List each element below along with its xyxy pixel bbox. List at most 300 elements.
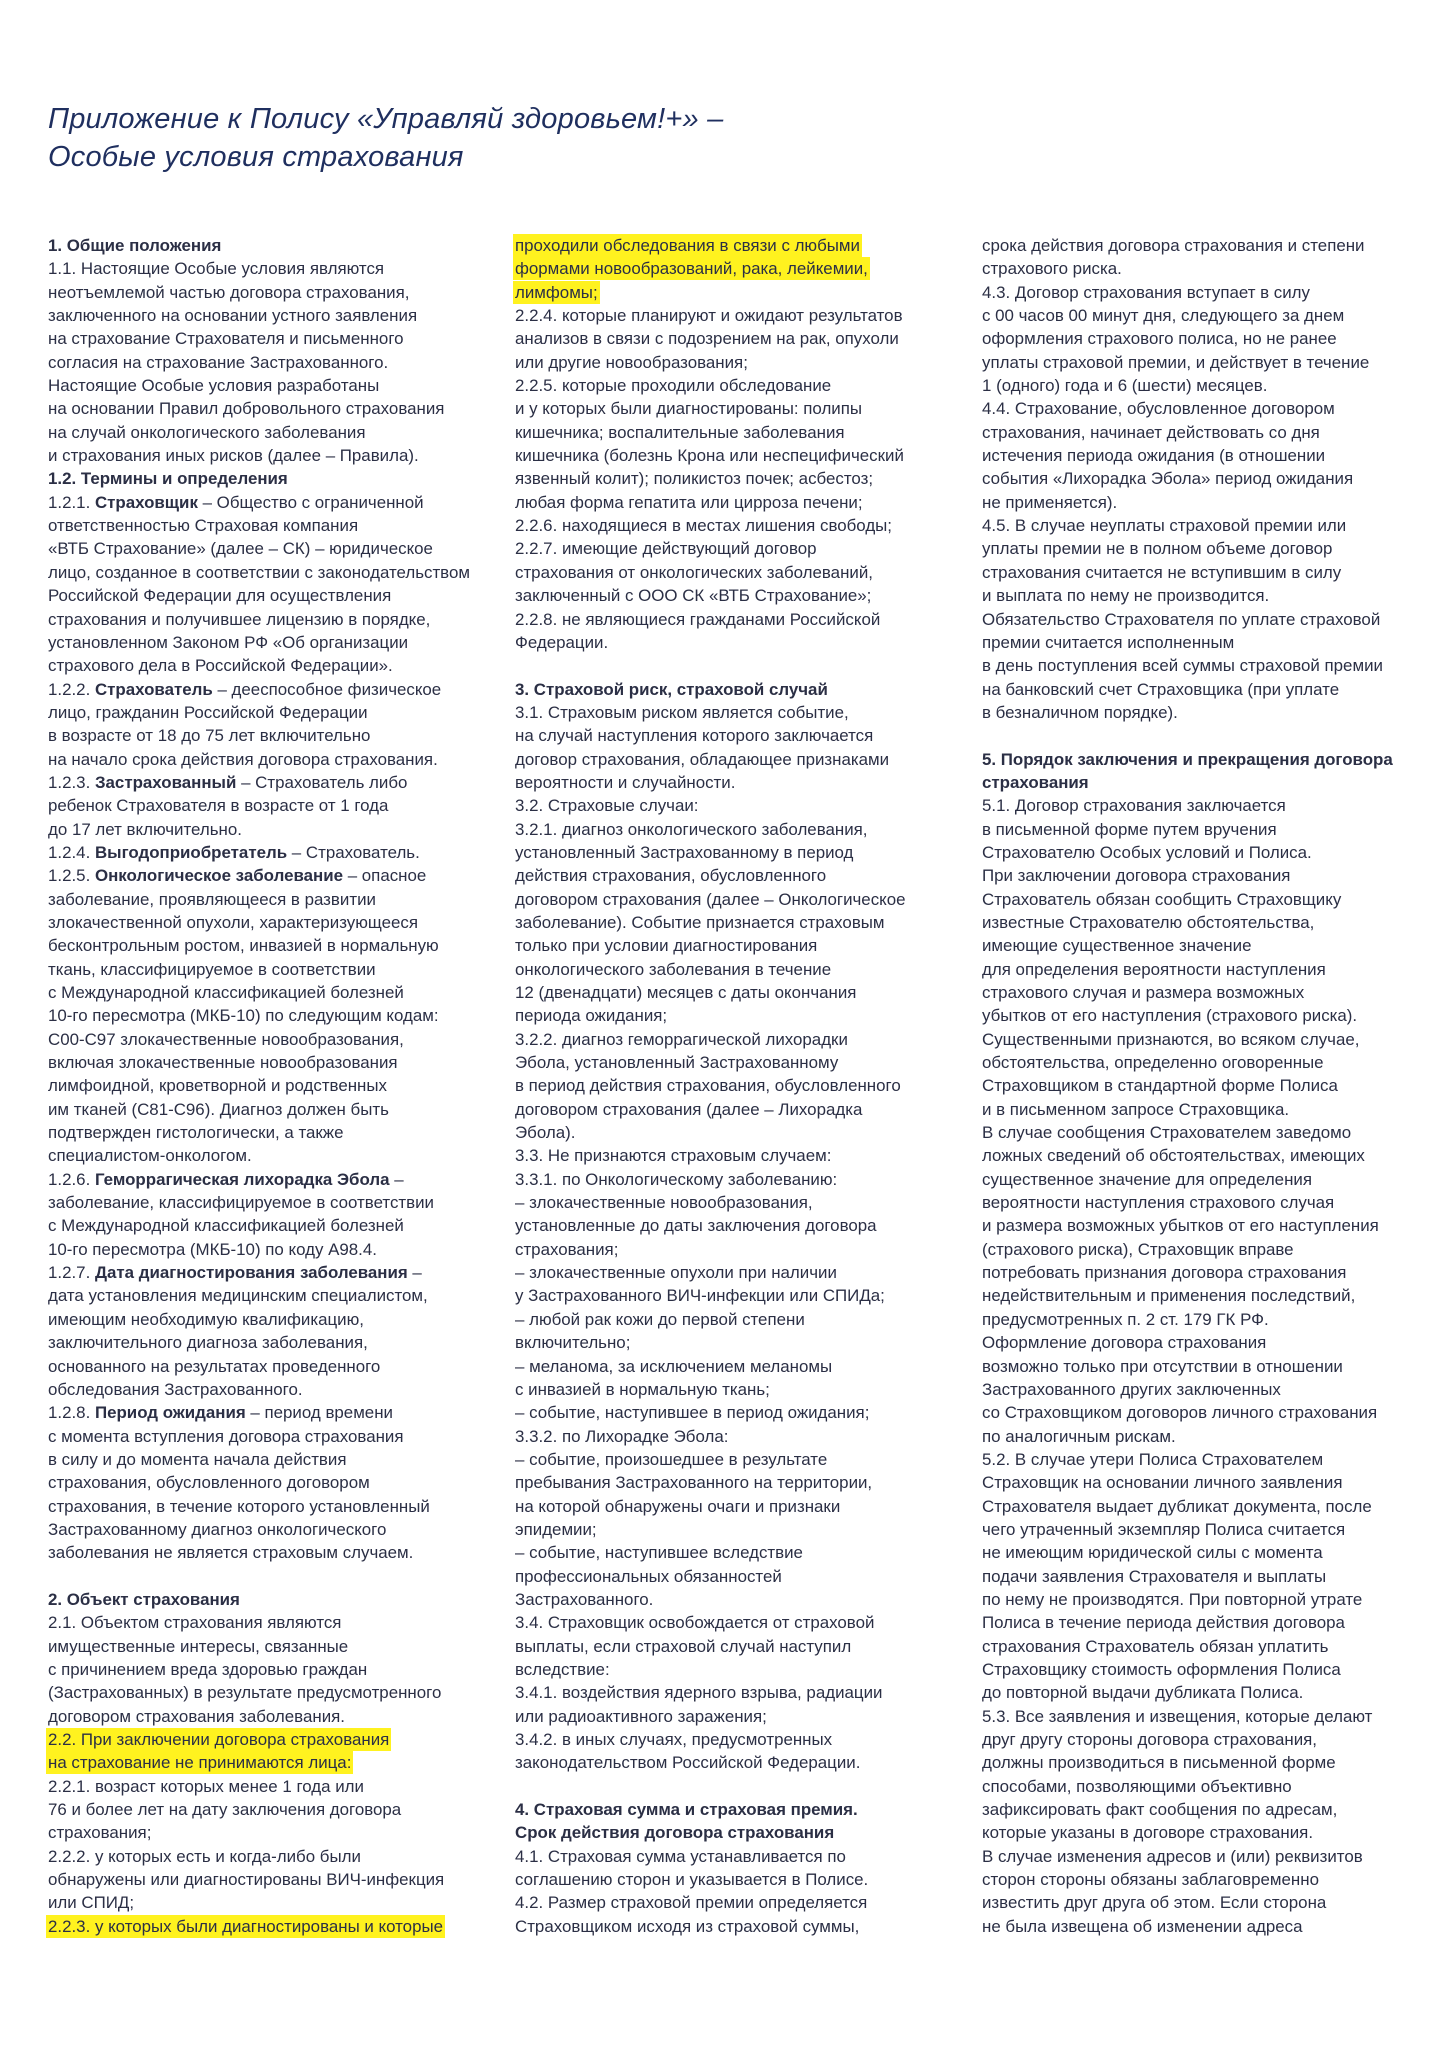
text-line xyxy=(515,1798,960,1821)
text-line xyxy=(515,1121,960,1144)
text-line xyxy=(515,794,960,817)
text-segment: с момента вступления договора страхования xyxy=(48,1426,404,1446)
text-line xyxy=(515,1004,960,1027)
text-line xyxy=(982,1868,1427,1891)
text-line xyxy=(982,958,1427,981)
bold-term: Срок действия договора страхования xyxy=(515,1823,835,1843)
text-line xyxy=(515,1238,960,1261)
text-segment: договором страхования заболевания. xyxy=(48,1706,345,1726)
text-segment: Существенными признаются, во всяком случае, xyxy=(982,1029,1360,1049)
text-segment: согласия на страхование Застрахованного. xyxy=(48,352,389,372)
text-segment: 3.2.1. диагноз онкологического заболевания, xyxy=(515,819,868,839)
text-line xyxy=(515,771,960,794)
text-line xyxy=(48,234,493,257)
text-segment: 76 и более лет на дату заключения договора xyxy=(48,1800,402,1820)
text-segment: анализов в связи с подозрением на рак, опухоли xyxy=(515,329,899,349)
text-line xyxy=(48,981,493,1004)
text-line xyxy=(515,1261,960,1284)
text-segment: заболевание). Событие признается страховым xyxy=(515,912,885,932)
text-segment: 1.2.1. xyxy=(48,492,95,512)
text-segment: выплаты, если страховой случай наступил xyxy=(515,1636,852,1656)
text-line xyxy=(48,888,493,911)
text-line xyxy=(48,1261,493,1284)
text-line xyxy=(982,234,1427,257)
text-line xyxy=(515,1541,960,1564)
text-segment: 1 (одного) года и 6 (шести) месяцев. xyxy=(982,376,1268,396)
text-segment: вероятности и случайности. xyxy=(515,772,736,792)
text-line xyxy=(982,1261,1427,1284)
text-line xyxy=(982,281,1427,304)
text-line xyxy=(982,1845,1427,1868)
text-segment: 3.4. Страховщик освобождается от страховой xyxy=(515,1613,875,1633)
text-segment: 4.2. Размер страховой премии определяется xyxy=(515,1893,868,1913)
text-line xyxy=(48,584,493,607)
text-segment: заболевание, проявляющееся в развитии xyxy=(48,889,376,909)
text-line xyxy=(982,1168,1427,1191)
text-segment: страхового случая и размера возможных xyxy=(982,983,1305,1002)
text-segment: договор страхования, обладающее признаками xyxy=(515,749,890,769)
text-segment: обследования Застрахованного. xyxy=(48,1379,303,1399)
text-segment: на случай наступления которого заключается xyxy=(515,726,874,746)
text-segment: 2.2.4. которые планируют и ожидают результатов xyxy=(515,306,903,326)
text-line xyxy=(982,1051,1427,1074)
text-segment: вероятности наступления страхового случая xyxy=(982,1193,1335,1213)
text-line xyxy=(48,701,493,724)
text-line xyxy=(515,561,960,584)
text-line xyxy=(515,304,960,327)
text-line xyxy=(982,1541,1427,1564)
text-line xyxy=(515,1214,960,1237)
text-line xyxy=(515,1845,960,1868)
text-segment: Настоящие Особые условия разработаны xyxy=(48,376,380,396)
text-line xyxy=(48,1425,493,1448)
text-segment: страхования от онкологических заболеваний, xyxy=(515,562,873,582)
bold-term: Онкологическое заболевание xyxy=(94,866,343,886)
text-line xyxy=(982,678,1427,701)
text-segment: (Застрахованных) в результате предусмотренного xyxy=(48,1683,442,1703)
bold-term: Страховщик xyxy=(94,492,198,512)
text-line xyxy=(48,911,493,934)
text-segment: недействительным и применения последствий, xyxy=(982,1286,1356,1306)
bold-term: 3. Страховой риск, страховой случай xyxy=(515,679,828,699)
text-segment: 1.2.2. xyxy=(48,679,95,699)
text-line xyxy=(515,678,960,701)
text-segment: не применяется). xyxy=(982,492,1118,512)
text-line xyxy=(515,1681,960,1704)
text-segment: события «Лихорадка Эбола» период ожидания xyxy=(982,469,1354,489)
text-line xyxy=(982,1028,1427,1051)
text-line xyxy=(48,1144,493,1167)
text-segment: с Международной классификацией болезней xyxy=(48,1216,404,1236)
text-segment: на случай онкологического заболевания xyxy=(48,422,366,442)
text-segment: до 17 лет включительно. xyxy=(48,819,242,839)
text-line xyxy=(515,911,960,934)
text-segment: на основании Правил добровольного страхования xyxy=(48,399,445,419)
text-segment: «ВТБ Страхование» (далее – СК) – юридическое xyxy=(48,539,433,559)
text-line xyxy=(982,1308,1427,1331)
text-segment: 3.4.1. воздействия ядерного взрыва, радиации xyxy=(515,1683,883,1703)
text-line xyxy=(48,1401,493,1424)
text-line xyxy=(48,1378,493,1401)
text-line xyxy=(515,467,960,490)
text-segment: – событие, наступившее в период ожидания; xyxy=(515,1403,870,1423)
text-segment: и у которых были диагностированы: полипы xyxy=(515,399,863,419)
text-segment: дата установления медицинским специалистом, xyxy=(48,1286,428,1306)
text-line xyxy=(48,1214,493,1237)
text-line xyxy=(48,864,493,887)
text-segment: не имеющим юридической силы с момента xyxy=(982,1543,1323,1563)
text-line xyxy=(982,1331,1427,1354)
text-column-middle xyxy=(515,234,960,1938)
text-segment: включая злокачественные новообразования xyxy=(48,1053,398,1073)
text-line xyxy=(515,1728,960,1751)
text-line xyxy=(515,1658,960,1681)
text-segment: – опасное xyxy=(343,866,427,886)
text-line xyxy=(982,1098,1427,1121)
text-line xyxy=(982,397,1427,420)
text-segment: Застрахованному диагноз онкологического xyxy=(48,1519,387,1539)
text-segment: 2.2.2. у которых есть и когда-либо были xyxy=(48,1846,361,1866)
text-segment: Российской Федерации для осуществления xyxy=(48,586,392,606)
text-line xyxy=(48,327,493,350)
text-line xyxy=(515,1635,960,1658)
text-line xyxy=(48,1751,493,1774)
text-line xyxy=(48,421,493,444)
text-segment: с 00 часов 00 минут дня, следующего за днем xyxy=(982,306,1345,326)
text-line xyxy=(982,1728,1427,1751)
text-segment: существенное значение для определения xyxy=(982,1169,1312,1189)
text-line xyxy=(982,584,1427,607)
text-line xyxy=(48,281,493,304)
text-line xyxy=(48,1658,493,1681)
text-line xyxy=(48,771,493,794)
text-line xyxy=(515,888,960,911)
text-line xyxy=(515,1378,960,1401)
text-line xyxy=(48,514,493,537)
text-segment: имеющие существенное значение xyxy=(982,936,1252,956)
bold-term: 2. Объект страхования xyxy=(48,1589,240,1609)
text-segment: страхования; xyxy=(515,1239,619,1259)
text-segment: уплаты страховой премии, и действует в течение xyxy=(982,352,1370,372)
text-segment: 3.3. Не признаются страховым случаем: xyxy=(515,1146,832,1166)
text-segment: и выплата по нему не производится. xyxy=(982,586,1270,606)
text-segment: 5.1. Договор страхования заключается xyxy=(982,796,1286,816)
bold-term: Геморрагическая лихорадка Эбола xyxy=(94,1169,390,1189)
text-line xyxy=(48,1121,493,1144)
text-line xyxy=(48,1635,493,1658)
text-segment: – событие, наступившее вследствие xyxy=(515,1543,803,1563)
text-line xyxy=(982,841,1427,864)
text-line xyxy=(982,1004,1427,1027)
text-line xyxy=(982,1355,1427,1378)
text-segment: заключенного на основании устного заявления xyxy=(48,306,418,326)
text-segment: имущественные интересы, связанные xyxy=(48,1636,349,1656)
text-segment: 1.2.6. xyxy=(48,1169,95,1189)
text-line xyxy=(982,1915,1427,1938)
text-line xyxy=(982,1681,1427,1704)
text-line xyxy=(515,1518,960,1541)
text-segment: ложных сведений об обстоятельствах, имеющих xyxy=(982,1146,1365,1166)
bold-term: Застрахованный xyxy=(94,772,237,792)
text-line xyxy=(982,1471,1427,1494)
text-line xyxy=(982,1284,1427,1307)
text-line xyxy=(48,1331,493,1354)
text-line xyxy=(982,981,1427,1004)
text-line xyxy=(48,1868,493,1891)
text-line xyxy=(982,327,1427,350)
text-segment: и в письменном запросе Страховщика. xyxy=(982,1099,1290,1119)
text-line xyxy=(982,467,1427,490)
text-line xyxy=(982,1588,1427,1611)
text-segment: – xyxy=(407,1263,422,1283)
text-line xyxy=(515,1495,960,1518)
text-segment: – событие, произошедшее в результате xyxy=(515,1449,828,1469)
blank-line xyxy=(515,1775,960,1798)
text-line xyxy=(982,1425,1427,1448)
text-segment: на банковский счет Страховщика (при уплате xyxy=(982,679,1340,699)
text-line xyxy=(515,421,960,444)
text-line xyxy=(48,537,493,560)
text-line xyxy=(982,608,1427,631)
text-segment: кишечника; воспалительные заболевания xyxy=(515,422,845,442)
text-line xyxy=(515,281,960,304)
text-line xyxy=(48,374,493,397)
text-segment: Страховщику стоимость оформления Полиса xyxy=(982,1659,1341,1679)
text-line xyxy=(982,257,1427,280)
text-line xyxy=(515,234,960,257)
text-segment: В случае сообщения Страхователем заведомо xyxy=(982,1123,1352,1143)
text-line xyxy=(982,1214,1427,1237)
text-segment: 5.3. Все заявления и извещения, которые делают xyxy=(982,1706,1373,1726)
text-segment: 2.1. Объектом страхования являются xyxy=(48,1613,342,1633)
text-line xyxy=(982,654,1427,677)
text-line xyxy=(48,678,493,701)
text-segment: любая форма гепатита или цирроза печени; xyxy=(515,492,863,512)
text-segment: включительно; xyxy=(515,1333,631,1353)
text-segment: 1.2.3. xyxy=(48,772,95,792)
text-segment: 2.2.8. не являющиеся гражданами Российской xyxy=(515,609,881,629)
text-line xyxy=(48,1891,493,1914)
text-line xyxy=(515,1611,960,1634)
text-segment: подачи заявления Страхователя и выплаты xyxy=(982,1566,1327,1586)
text-segment: заключительного диагноза заболевания, xyxy=(48,1333,368,1353)
text-segment: чего утраченный экземпляр Полиса считается xyxy=(982,1519,1346,1539)
text-line xyxy=(515,1891,960,1914)
text-segment: с инвазией в нормальную ткань; xyxy=(515,1379,770,1399)
text-segment: сторон стороны обязаны заблаговременно xyxy=(982,1870,1319,1890)
text-segment: – Общество с ограниченной xyxy=(197,492,424,512)
text-segment: C00-C97 злокачественные новообразования, xyxy=(48,1029,404,1049)
text-segment: лицо, гражданин Российской Федерации xyxy=(48,702,368,722)
text-line xyxy=(515,608,960,631)
text-line xyxy=(515,1355,960,1378)
text-segment: специалистом-онкологом. xyxy=(48,1146,252,1166)
text-line xyxy=(982,1518,1427,1541)
text-line xyxy=(48,1541,493,1564)
text-line xyxy=(48,1308,493,1331)
text-line xyxy=(48,1728,493,1751)
text-segment: с причинением вреда здоровью граждан xyxy=(48,1659,368,1679)
text-line xyxy=(48,257,493,280)
text-segment: на которой обнаружены очаги и признаки xyxy=(515,1496,841,1516)
highlighted-text: на страхование не принимаются лица: xyxy=(48,1753,352,1773)
text-segment: в возрасте от 18 до 75 лет включительно xyxy=(48,726,371,746)
text-segment: известные Страхователю обстоятельства, xyxy=(982,912,1315,932)
highlighted-text: лимфомы; xyxy=(515,282,598,302)
text-segment: для определения вероятности наступления xyxy=(982,959,1326,979)
bold-term: Дата диагностирования заболевания xyxy=(94,1263,408,1283)
text-segment: 12 (двенадцати) месяцев с даты окончания xyxy=(515,983,857,1002)
highlighted-text: проходили обследования в связи с любыми xyxy=(515,236,860,255)
text-segment: ткань, классифицируемое в соответствии xyxy=(48,959,376,979)
text-segment: заключенный с ООО СК «ВТБ Страхование»; xyxy=(515,586,872,606)
text-segment: 2.2.7. имеющие действующий договор xyxy=(515,539,817,559)
text-segment: 3.2. Страховые случаи: xyxy=(515,796,699,816)
text-line xyxy=(982,701,1427,724)
text-segment: договором страхования (далее – Лихорадка xyxy=(515,1099,863,1119)
text-segment: установленные до даты заключения договора xyxy=(515,1216,877,1236)
bold-term: 1. Общие положения xyxy=(48,236,222,255)
text-line xyxy=(48,1845,493,1868)
text-line xyxy=(515,818,960,841)
text-segment: 2.2.5. которые проходили обследование xyxy=(515,376,832,396)
text-line xyxy=(48,1238,493,1261)
text-line xyxy=(515,1588,960,1611)
text-segment: Эбола, установленный Застрахованному xyxy=(515,1053,839,1073)
text-line xyxy=(982,1238,1427,1261)
text-line xyxy=(48,1821,493,1844)
text-segment: в период действия страхования, обусловленного xyxy=(515,1076,901,1096)
text-line xyxy=(982,1658,1427,1681)
text-line xyxy=(982,304,1427,327)
page-title-line: Приложение к Полису «Управляй здоровьем!+» – xyxy=(48,103,724,135)
text-segment: Обязательство Страхователя по уплате страховой xyxy=(982,609,1381,629)
bold-term: 1.2. Термины и определения xyxy=(48,469,288,489)
text-segment: способами, позволяющими объективно xyxy=(982,1776,1292,1796)
text-segment: Страховщиком исходя из страховой суммы, xyxy=(515,1916,860,1936)
text-segment: 10-го пересмотра (МКБ-10) по следующим кодам: xyxy=(48,1006,439,1026)
text-line xyxy=(515,514,960,537)
highlighted-text: формами новообразований, рака, лейкемии, xyxy=(515,259,868,279)
text-line xyxy=(515,1705,960,1728)
text-line xyxy=(982,1635,1427,1658)
text-line xyxy=(982,1495,1427,1518)
text-line xyxy=(515,1098,960,1121)
text-line xyxy=(515,1144,960,1167)
text-segment: и размера возможных убытков от его наступления xyxy=(982,1216,1379,1236)
text-segment: периода ожидания; xyxy=(515,1006,668,1026)
text-segment: 3.2.2. диагноз геморрагической лихорадки xyxy=(515,1029,848,1049)
text-segment: Страховщиком в стандартной форме Полиса xyxy=(982,1076,1338,1096)
text-segment: 4.1. Страховая сумма устанавливается по xyxy=(515,1846,846,1866)
text-line xyxy=(515,631,960,654)
text-line xyxy=(982,1144,1427,1167)
text-line xyxy=(982,1751,1427,1774)
text-line xyxy=(48,1448,493,1471)
text-line xyxy=(48,1705,493,1728)
text-line xyxy=(48,1611,493,1634)
text-segment: у Застрахованного ВИЧ-инфекции или СПИДа; xyxy=(515,1286,885,1306)
text-segment: кишечника (болезнь Крона или неспецифический xyxy=(515,446,904,466)
text-segment: онкологического заболевания в течение xyxy=(515,959,832,979)
text-segment: с Международной классификацией болезней xyxy=(48,983,404,1002)
text-line xyxy=(982,537,1427,560)
text-line xyxy=(982,1121,1427,1144)
text-line xyxy=(982,1074,1427,1097)
text-line xyxy=(515,841,960,864)
text-line xyxy=(48,1028,493,1051)
text-line xyxy=(48,1191,493,1214)
text-segment: или радиоактивного заражения; xyxy=(515,1706,767,1726)
text-line xyxy=(515,958,960,981)
bold-term: Выгодоприобретатель xyxy=(94,842,288,862)
text-line xyxy=(515,934,960,957)
text-line xyxy=(48,608,493,631)
text-segment: обстоятельства, определенно оговоренные xyxy=(982,1053,1324,1073)
text-segment: 5.2. В случае утери Полиса Страхователем xyxy=(982,1449,1324,1469)
text-segment: Застрахованного. xyxy=(515,1589,654,1609)
text-segment: на страхование Страхователя и письменного xyxy=(48,329,404,349)
text-segment: срока действия договора страхования и степени xyxy=(982,236,1365,255)
text-line xyxy=(515,864,960,887)
text-segment: потребовать признания договора страхования xyxy=(982,1263,1347,1283)
text-segment: злокачественной опухоли, характеризующееся xyxy=(48,912,418,932)
text-line xyxy=(982,351,1427,374)
text-segment: со Страховщиком договоров личного страхования xyxy=(982,1403,1378,1423)
text-line xyxy=(48,1355,493,1378)
text-line xyxy=(515,397,960,420)
text-segment: действия страхования, обусловленного xyxy=(515,866,827,886)
text-line xyxy=(48,1074,493,1097)
text-line xyxy=(982,1705,1427,1728)
text-segment: – Страхователь либо xyxy=(236,772,408,792)
text-line xyxy=(48,1051,493,1074)
text-segment: страхования; xyxy=(48,1823,152,1843)
text-line xyxy=(515,1028,960,1051)
text-line xyxy=(48,1775,493,1798)
text-segment: Полиса в течение периода действия договора xyxy=(982,1613,1345,1633)
text-segment: Оформление договора страхования xyxy=(982,1333,1267,1353)
text-line xyxy=(982,1378,1427,1401)
text-segment: по аналогичным рискам. xyxy=(982,1426,1176,1446)
text-line xyxy=(515,1331,960,1354)
text-line xyxy=(982,1891,1427,1914)
text-segment: (страхового риска), Страховщик вправе xyxy=(982,1239,1294,1259)
text-segment: страхового дела в Российской Федерации». xyxy=(48,656,393,676)
text-line xyxy=(48,397,493,420)
text-line xyxy=(515,327,960,350)
text-segment: в силу и до момента начала действия xyxy=(48,1449,347,1469)
bold-term: Страхователь xyxy=(94,679,213,699)
bold-term: Период ожидания xyxy=(94,1403,246,1423)
text-line xyxy=(515,584,960,607)
text-line xyxy=(48,654,493,677)
highlighted-text: 2.2.3. у которых были диагностированы и которые xyxy=(48,1916,444,1936)
text-line xyxy=(515,1308,960,1331)
page-title-line: Особые условия страхования xyxy=(48,141,464,173)
text-segment: страхования, в течение которого установленный xyxy=(48,1496,430,1516)
text-line xyxy=(515,1471,960,1494)
text-line xyxy=(48,1798,493,1821)
text-segment: 2.2.6. находящиеся в местах лишения свободы; xyxy=(515,516,893,536)
text-line xyxy=(982,1401,1427,1424)
text-segment: уплаты премии не в полном объеме договор xyxy=(982,539,1333,559)
text-segment: 4.5. В случае неуплаты страховой премии или xyxy=(982,516,1347,536)
text-line xyxy=(982,1775,1427,1798)
text-segment: установленном Законом РФ «Об организации xyxy=(48,632,409,652)
text-segment: 1.1. Настоящие Особые условия являются xyxy=(48,259,385,279)
text-line xyxy=(982,1448,1427,1471)
